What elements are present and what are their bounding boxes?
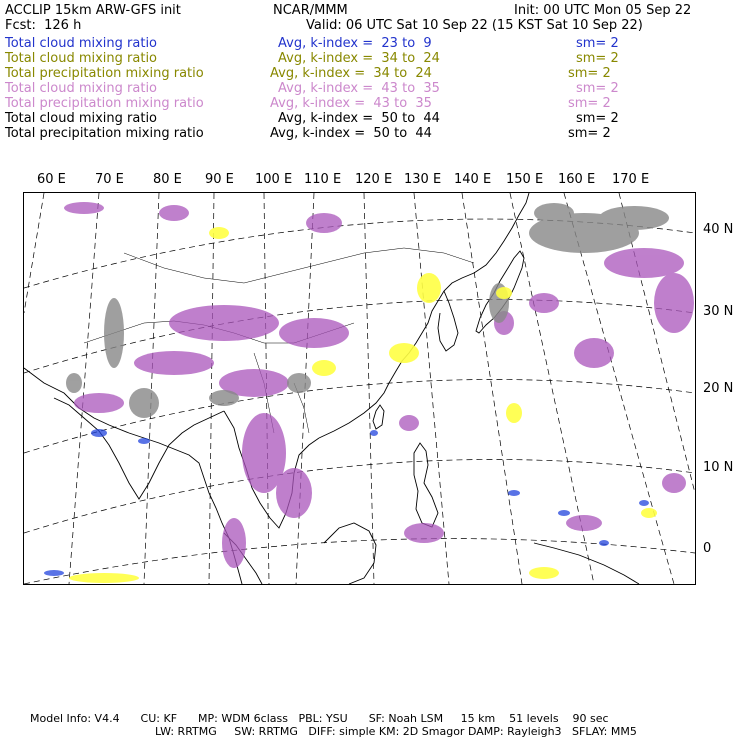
lon-label: 140 E bbox=[454, 172, 492, 187]
legend-sm: sm= 2 bbox=[576, 81, 619, 96]
legend-field: Total cloud mixing ratio bbox=[5, 111, 158, 126]
legend-sm: sm= 2 bbox=[576, 111, 619, 126]
legend-field: Total precipitation mixing ratio bbox=[5, 96, 204, 111]
taiwan-coastline bbox=[373, 405, 384, 429]
legend-avg: Avg, k-index = 43 to 35 bbox=[278, 81, 440, 96]
lat-label: 10 N bbox=[703, 460, 734, 475]
forecast-hour: Fcst: 126 h bbox=[5, 18, 82, 33]
legend-avg: Avg, k-index = 34 to 24 bbox=[270, 66, 432, 81]
map-canvas bbox=[24, 193, 695, 584]
lat-label: 0 bbox=[703, 541, 712, 556]
lon-label: 70 E bbox=[95, 172, 124, 187]
lon-label: 150 E bbox=[506, 172, 544, 187]
legend-avg: Avg, k-index = 43 to 35 bbox=[270, 96, 432, 111]
model-info: Model Info: V4.4 CU: KF MP: WDM 6class PBL: YSU SF: Noah LSM 15 km 51 levels 90 sec bbox=[30, 712, 609, 725]
lat-label: 20 N bbox=[703, 381, 734, 396]
legend-field: Total cloud mixing ratio bbox=[5, 36, 158, 51]
legend-sm: sm= 2 bbox=[568, 96, 611, 111]
legend-field: Total cloud mixing ratio bbox=[5, 81, 158, 96]
lon-label: 130 E bbox=[404, 172, 442, 187]
lat-label: 40 N bbox=[703, 222, 734, 237]
lon-label: 60 E bbox=[37, 172, 66, 187]
lon-label: 120 E bbox=[355, 172, 393, 187]
field-gray bbox=[66, 203, 669, 418]
legend-avg: Avg, k-index = 23 to 9 bbox=[278, 36, 432, 51]
field-purple bbox=[64, 202, 694, 568]
valid-time: Valid: 06 UTC Sat 10 Sep 22 (15 KST Sat 10 Sep 22) bbox=[306, 18, 643, 33]
legend-field: Total cloud mixing ratio bbox=[5, 51, 158, 66]
model-physics: LW: RRTMG SW: RRTMG DIFF: simple KM: 2D Smagor DAMP: Rayleigh3 SFLAY: MM5 bbox=[155, 725, 637, 738]
philippines-coastline bbox=[414, 443, 438, 527]
legend-sm: sm= 2 bbox=[568, 126, 611, 141]
legend-avg: Avg, k-index = 34 to 24 bbox=[278, 51, 440, 66]
legend-avg: Avg, k-index = 50 to 44 bbox=[270, 126, 432, 141]
legend-sm: sm= 2 bbox=[568, 66, 611, 81]
lon-label: 110 E bbox=[304, 172, 342, 187]
lon-label: 160 E bbox=[558, 172, 596, 187]
legend-field: Total precipitation mixing ratio bbox=[5, 126, 204, 141]
forecast-map bbox=[23, 192, 696, 585]
legend-sm: sm= 2 bbox=[576, 51, 619, 66]
model-title: ACCLIP 15km ARW-GFS init bbox=[5, 3, 181, 18]
organization: NCAR/MMM bbox=[273, 3, 348, 18]
lon-label: 100 E bbox=[255, 172, 293, 187]
legend-avg: Avg, k-index = 50 to 44 bbox=[278, 111, 440, 126]
lat-label: 30 N bbox=[703, 304, 734, 319]
legend-sm: sm= 2 bbox=[576, 36, 619, 51]
init-time: Init: 00 UTC Mon 05 Sep 22 bbox=[514, 3, 692, 18]
borneo-coastline bbox=[324, 523, 376, 584]
lon-label: 170 E bbox=[612, 172, 650, 187]
lon-label: 90 E bbox=[205, 172, 234, 187]
lon-label: 80 E bbox=[153, 172, 182, 187]
legend-field: Total precipitation mixing ratio bbox=[5, 66, 204, 81]
